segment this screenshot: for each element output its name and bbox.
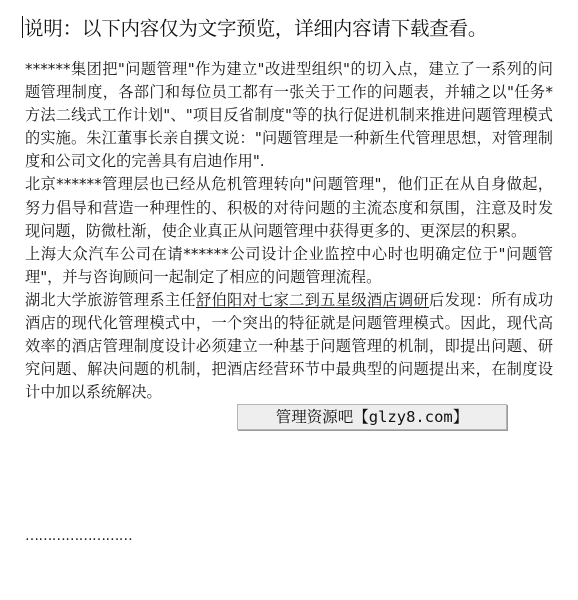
paragraph-3: 上海大众汽车公司在请******公司设计企业监控中心时也明确定位于"问题管理"，并与咨询顾问一起制定了相应的问题管理流程。 [25, 244, 553, 286]
paragraph-4-underlined: 舒伯阳对七家二到五星级酒店调研 [195, 290, 430, 309]
preview-notice-text: 说明：以下内容仅为文字预览，详细内容请下载查看。 [24, 17, 488, 40]
continuation-dots: …………………… [25, 528, 133, 544]
paragraph-4 [25, 289, 553, 404]
watermark-banner: 管理资源吧【glzy8.com】 [237, 404, 507, 430]
preview-notice [22, 16, 487, 42]
document-body [25, 58, 553, 404]
paragraph-4-start: 湖北大学旅游管理系主任 [25, 290, 196, 309]
text-cursor [22, 16, 23, 38]
paragraph-4-end: 后发现：所有成功酒店的现代化管理模式中，一个突出的特征就是问题管理模式。因此，现代高效率的酒店管理制度设计必须建立一种基于问题管理的机制，即提出问题、研究问题、解决问题的机制，把酒店经营环节中最典型的问题提出来，在制度设计中加以系统解决。 [25, 290, 554, 402]
paragraph-1: ******集团把"问题管理"作为建立"改进型组织"的切入点，建立了一系列的问题管理制度，各部门和每位员工都有一张关于工作的问题表，并辅之以"任务*方法二线式工作计划"、"项目反省制度"等的执行促进机制来推进问题管理模式的实施。朱江董事长亲自撰文说："问题管理是一种新生代管理思想，对管理制度和公司文化的完善具有启迪作用". [25, 60, 553, 171]
paragraph-2: 北京******管理层也已经从危机管理转向"问题管理"，他们正在从自身做起，努力倡导和营造一种理性的、积极的对待问题的主流态度和氛围，注意及时发现问题，防微杜渐，使企业真正从问题管理中获得更多的、更深层的积累。 [25, 175, 553, 240]
